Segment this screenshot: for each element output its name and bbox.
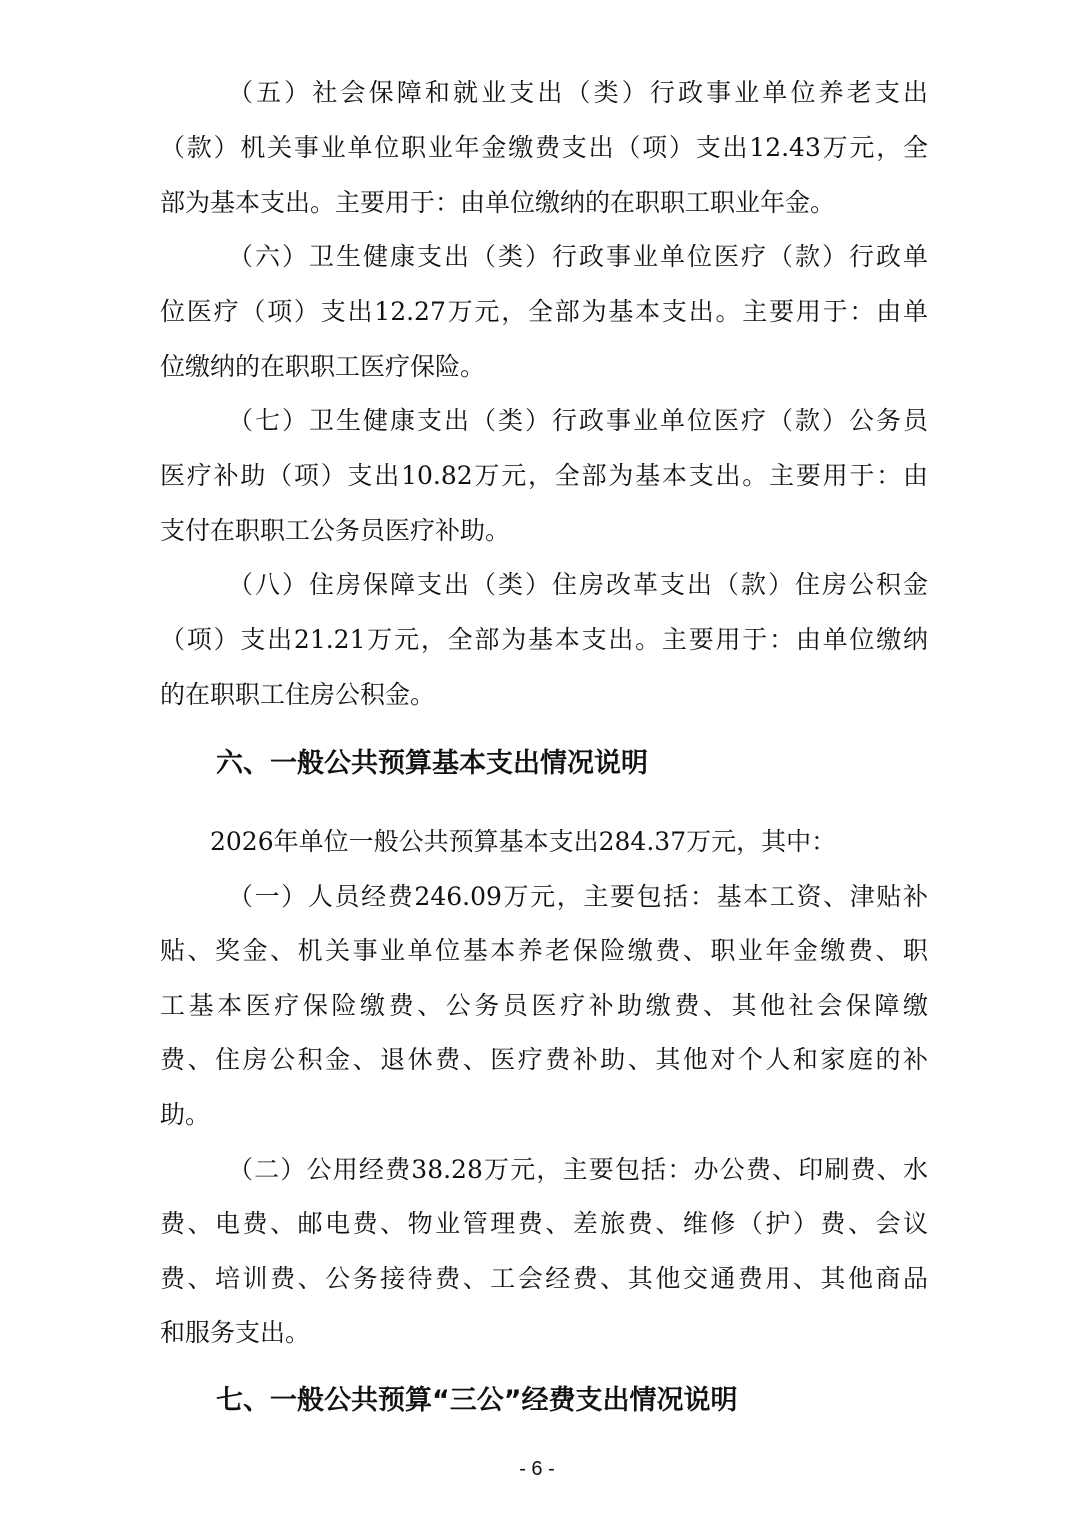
section-7-heading: 七、一般公共预算“三公”经费支出情况说明 [216, 1385, 738, 1416]
page-number: - 6 - [519, 1458, 555, 1480]
public-line-4: 和服务支出。 [160, 1318, 311, 1347]
paragraph-5-line-2: （款）机关事业单位职业年金缴费支出（项）支出12.43万元，全 [160, 133, 928, 162]
personnel-line-3: 工基本医疗保险缴费、公务员医疗补助缴费、其他社会保障缴 [160, 991, 928, 1020]
paragraph-8-line-3: 的在职职工住房公积金。 [160, 680, 436, 709]
paragraph-5-line-1: （五）社会保障和就业支出（类）行政事业单位养老支出 [228, 78, 928, 107]
paragraph-7-line-3: 支付在职职工公务员医疗补助。 [160, 516, 511, 545]
section-6-heading: 六、一般公共预算基本支出情况说明 [216, 748, 648, 779]
paragraph-6-line-1: （六）卫生健康支出（类）行政事业单位医疗（款）行政单 [228, 242, 928, 271]
public-line-1: （二）公用经费38.28万元，主要包括：办公费、印刷费、水 [228, 1155, 928, 1184]
paragraph-5-line-3: 部为基本支出。主要用于：由单位缴纳的在职职工职业年金。 [160, 188, 836, 217]
paragraph-7-line-2: 医疗补助（项）支出10.82万元，全部为基本支出。主要用于：由 [160, 461, 928, 490]
personnel-line-5: 助。 [160, 1100, 211, 1129]
paragraph-8-line-1: （八）住房保障支出（类）住房改革支出（款）住房公积金 [228, 570, 928, 599]
personnel-line-1: （一）人员经费246.09万元，主要包括：基本工资、津贴补 [228, 882, 928, 911]
paragraph-6-line-3: 位缴纳的在职职工医疗保险。 [160, 352, 486, 381]
public-line-3: 费、培训费、公务接待费、工会经费、其他交通费用、其他商品 [160, 1264, 928, 1293]
basic-expenditure-total: 2026年单位一般公共预算基本支出284.37万元，其中： [210, 827, 837, 856]
personnel-line-4: 费、住房公积金、退休费、医疗费补助、其他对个人和家庭的补 [160, 1045, 928, 1074]
paragraph-8-line-2: （项）支出21.21万元，全部为基本支出。主要用于：由单位缴纳 [160, 625, 928, 654]
paragraph-6-line-2: 位医疗（项）支出12.27万元，全部为基本支出。主要用于：由单 [160, 297, 928, 326]
paragraph-7-line-1: （七）卫生健康支出（类）行政事业单位医疗（款）公务员 [228, 406, 928, 435]
personnel-line-2: 贴、奖金、机关事业单位基本养老保险缴费、职业年金缴费、职 [160, 936, 928, 965]
public-line-2: 费、电费、邮电费、物业管理费、差旅费、维修（护）费、会议 [160, 1209, 928, 1238]
